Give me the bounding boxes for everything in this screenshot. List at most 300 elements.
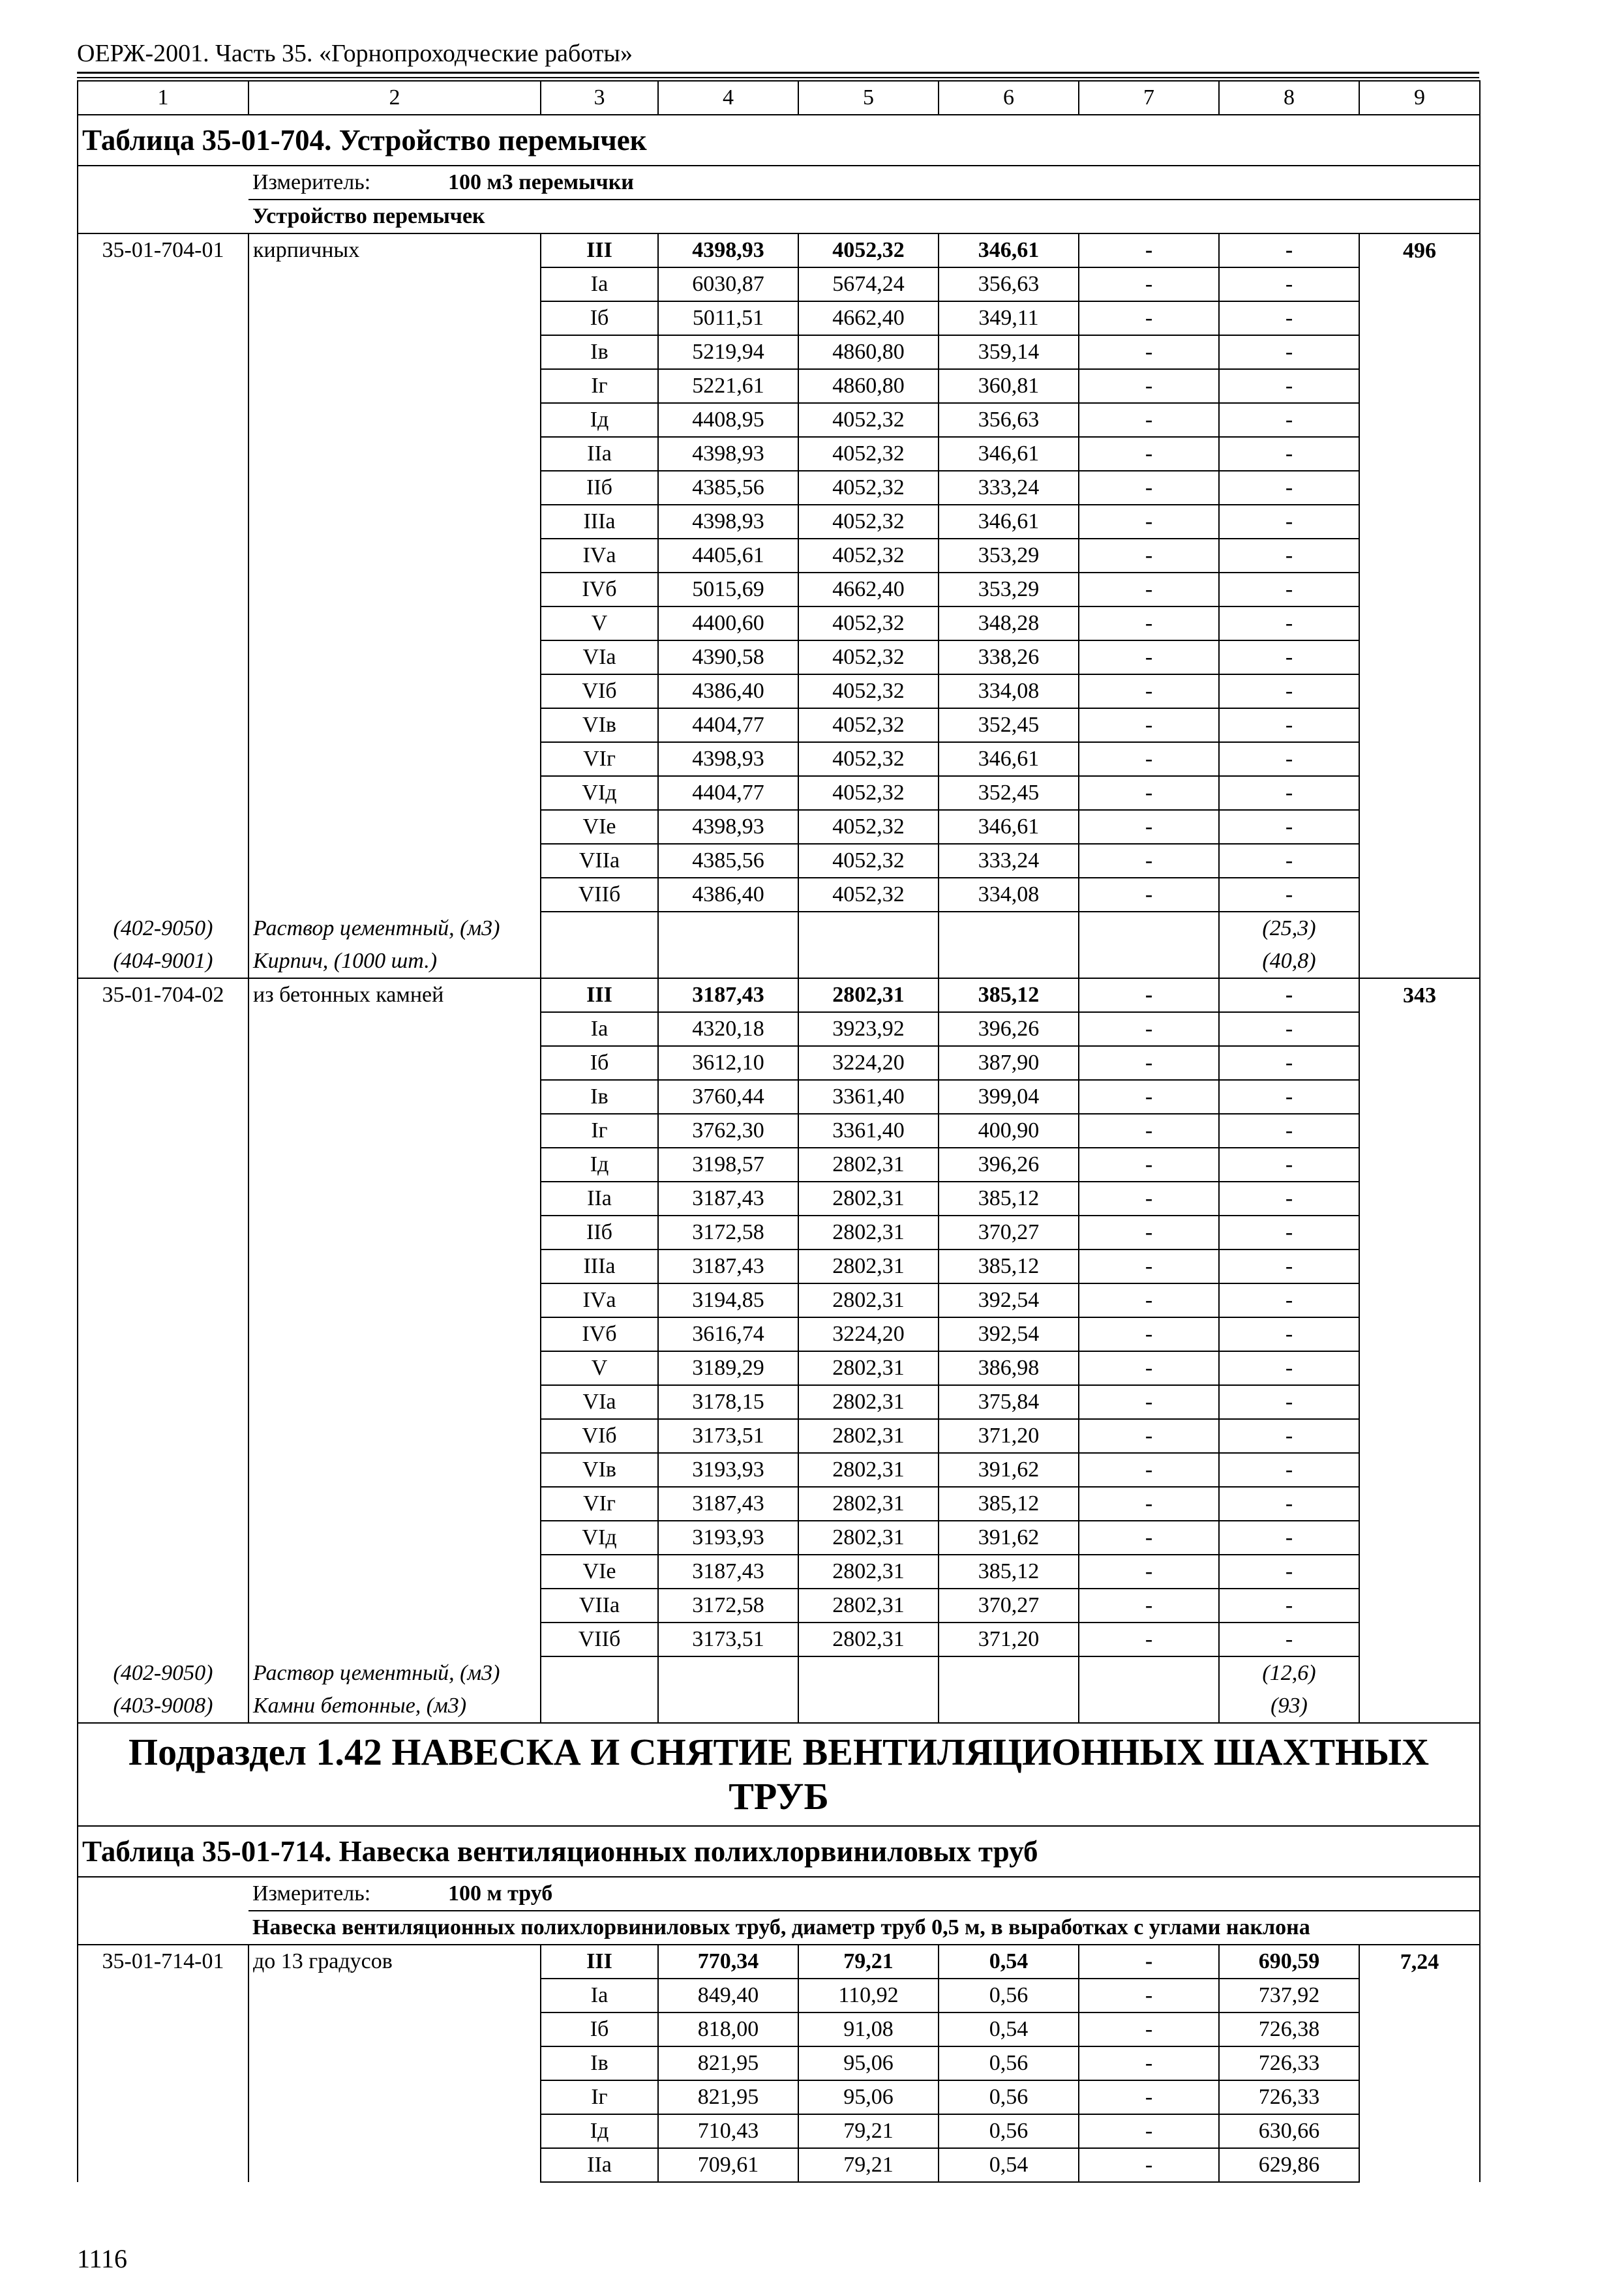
cell-col6: 391,62 [939,1521,1079,1555]
cell-col8: - [1219,1487,1359,1521]
cell-col3: VIа [541,640,658,674]
cell-col8: - [1219,403,1359,437]
cell-col5: 2802,31 [798,1487,939,1521]
item-code: 35-01-704-01 [78,233,248,267]
cell-col8: - [1219,674,1359,708]
cell-col5: 4052,32 [798,471,939,505]
cell-col5: 2802,31 [798,1453,939,1487]
cell-col6: 0,56 [939,2080,1079,2114]
cell-col4: 5011,51 [658,301,798,335]
table-row [78,471,1480,505]
cell-col4: 3187,43 [658,1487,798,1521]
cell-col3: VIб [541,1419,658,1453]
cell-col5: 4052,32 [798,708,939,742]
cell-col4: 4398,93 [658,742,798,776]
cell-col3: IIб [541,471,658,505]
cell-col7: - [1079,1945,1219,1979]
cell-col7: - [1079,1283,1219,1317]
table-row [78,335,1480,369]
table-row [78,674,1480,708]
cell-col5: 2802,31 [798,1555,939,1589]
cell-col4: 4404,77 [658,776,798,810]
cell-col3: Iв [541,335,658,369]
cell-col8: - [1219,1114,1359,1148]
cell-col7: - [1079,1589,1219,1623]
cell-col4: 4400,60 [658,606,798,640]
cell-col4: 5219,94 [658,335,798,369]
cell-col6: 0,56 [939,1979,1079,2012]
table-row [78,1249,1480,1283]
cell-col6: 346,61 [939,233,1079,267]
cell-col3: V [541,606,658,640]
table-row [78,878,1480,912]
cell-col5: 2802,31 [798,1623,939,1656]
cell-col8: - [1219,1453,1359,1487]
cell-col4: 3178,15 [658,1385,798,1419]
cell-col7: - [1079,640,1219,674]
cell-col3: III [541,1945,658,1979]
cell-col6: 375,84 [939,1385,1079,1419]
cell-col5: 4052,32 [798,437,939,471]
cell-col7: - [1079,1385,1219,1419]
cell-col4: 3193,93 [658,1453,798,1487]
cell-col3: VIIа [541,844,658,878]
cell-col3: IVб [541,1317,658,1351]
column-number: 5 [798,81,939,115]
cell-col3: Iг [541,2080,658,2114]
cell-col8: - [1219,1012,1359,1046]
cell-col5: 2802,31 [798,1148,939,1182]
cell-col5: 4052,32 [798,233,939,267]
cell-col3: Iа [541,1012,658,1046]
cell-col6: 391,62 [939,1453,1079,1487]
cell-col4: 4390,58 [658,640,798,674]
cell-col6: 0,54 [939,2012,1079,2046]
cell-col7: - [1079,2046,1219,2080]
cell-col3: III [541,978,658,1012]
cell-col8: - [1219,1419,1359,1453]
cell-col7: - [1079,301,1219,335]
cell-col4: 3194,85 [658,1283,798,1317]
cell-col8: - [1219,471,1359,505]
cell-col5: 4052,32 [798,539,939,573]
table-title: Таблица 35-01-704. Устройство перемычек [78,115,1480,166]
cell-col8: - [1219,1216,1359,1249]
cell-col5: 4052,32 [798,776,939,810]
cell-col5: 4052,32 [798,844,939,878]
cell-col5: 4052,32 [798,505,939,539]
table-row [78,1080,1480,1114]
table-row [78,267,1480,301]
cell-col8: - [1219,1385,1359,1419]
cell-col7: - [1079,1487,1219,1521]
cell-col5: 4052,32 [798,742,939,776]
cell-col8: - [1219,878,1359,912]
cell-col6: 392,54 [939,1317,1079,1351]
cell-col4: 4398,93 [658,437,798,471]
cell-col5: 4860,80 [798,335,939,369]
cell-col5: 91,08 [798,2012,939,2046]
cell-col3: IIб [541,1216,658,1249]
cell-col5: 2802,31 [798,1249,939,1283]
cell-col4: 3187,43 [658,1182,798,1216]
cell-col7: - [1079,2148,1219,2182]
column-number: 7 [1079,81,1219,115]
cell-col3: VIб [541,674,658,708]
cell-col8: - [1219,606,1359,640]
resource-name: Камни бетонные, (м3) [248,1690,541,1723]
cell-col7: - [1079,1148,1219,1182]
cell-col6: 0,56 [939,2114,1079,2148]
cell-col8: - [1219,776,1359,810]
cell-col8: - [1219,1249,1359,1283]
cell-col7: - [1079,844,1219,878]
cell-col7: - [1079,776,1219,810]
header-title: ОЕРЖ-2001. Часть 35. «Горнопроходческие работы» [77,40,633,67]
table-row [78,301,1480,335]
cell-col6: 352,45 [939,776,1079,810]
table-row [78,640,1480,674]
cell-col4: 709,61 [658,2148,798,2182]
table-row [78,810,1480,844]
table-title: Таблица 35-01-714. Навеска вентиляционных полихлорвиниловых труб [78,1826,1480,1877]
cell-col5: 79,21 [798,2148,939,2182]
cell-col5: 4052,32 [798,606,939,640]
section-heading: Устройство перемычек [248,200,1480,233]
cell-col8: - [1219,1317,1359,1351]
cell-col4: 3173,51 [658,1419,798,1453]
resource-row [78,912,1480,945]
cell-col7: - [1079,1555,1219,1589]
cell-col4: 710,43 [658,2114,798,2148]
table-row [78,1589,1480,1623]
resource-row [78,1656,1480,1690]
cell-col4: 849,40 [658,1979,798,2012]
table-row [78,573,1480,606]
cell-col7: - [1079,1012,1219,1046]
cell-col3: VIе [541,810,658,844]
cell-col6: 385,12 [939,1555,1079,1589]
cell-col3: VIIа [541,1589,658,1623]
table-row [78,1555,1480,1589]
cell-col3: Iа [541,267,658,301]
cell-col7: - [1079,267,1219,301]
cell-col5: 4052,32 [798,674,939,708]
cell-col8: - [1219,267,1359,301]
cell-col6: 385,12 [939,978,1079,1012]
item-name: из бетонных камней [248,978,541,1012]
cell-col6: 352,45 [939,708,1079,742]
cell-col6: 333,24 [939,471,1079,505]
cell-col6: 346,61 [939,505,1079,539]
table-row [78,1046,1480,1080]
cell-col8: - [1219,810,1359,844]
cell-col7: - [1079,1317,1219,1351]
table-row [78,844,1480,878]
cell-col3: Iд [541,1148,658,1182]
cell-col8: 630,66 [1219,2114,1359,2148]
subsection-row [78,1723,1480,1826]
column-number-row [78,81,1480,115]
cell-col8: - [1219,1148,1359,1182]
column-number: 4 [658,81,798,115]
table-row [78,1623,1480,1656]
cell-col4: 821,95 [658,2080,798,2114]
cell-col8: - [1219,1080,1359,1114]
cell-col3: VIг [541,742,658,776]
cell-col4: 4408,95 [658,403,798,437]
cell-col7: - [1079,2012,1219,2046]
table-row [78,1487,1480,1521]
cell-col6: 385,12 [939,1182,1079,1216]
table-row [78,2046,1480,2080]
cell-col3: VIг [541,1487,658,1521]
cell-col5: 2802,31 [798,1385,939,1419]
cell-col5: 2802,31 [798,1216,939,1249]
cell-col4: 4385,56 [658,471,798,505]
cell-col4: 6030,87 [658,267,798,301]
cell-col7: - [1079,606,1219,640]
cell-col6: 396,26 [939,1148,1079,1182]
cell-col3: Iб [541,1046,658,1080]
table-row [78,505,1480,539]
measure [248,1877,1480,1911]
resource-value: (40,8) [1219,945,1359,978]
table-row [78,233,1480,267]
item-col9: 343 [1359,978,1480,1012]
cell-col6: 392,54 [939,1283,1079,1317]
cell-col4: 4398,93 [658,810,798,844]
resource-value: (12,6) [1219,1656,1359,1690]
section-heading-row [78,1911,1480,1945]
cell-col4: 3760,44 [658,1080,798,1114]
cell-col8: 726,33 [1219,2080,1359,2114]
resource-name: Кирпич, (1000 шт.) [248,945,541,978]
cell-col6: 371,20 [939,1623,1079,1656]
cell-col8: - [1219,708,1359,742]
cell-col7: - [1079,1419,1219,1453]
table-row [78,708,1480,742]
cell-col6: 385,12 [939,1487,1079,1521]
cell-col5: 2802,31 [798,1521,939,1555]
cell-col7: - [1079,1216,1219,1249]
cell-col5: 2802,31 [798,1351,939,1385]
cell-col8: - [1219,1283,1359,1317]
cell-col6: 346,61 [939,437,1079,471]
cell-col7: - [1079,1453,1219,1487]
table-row [78,437,1480,471]
cell-col5: 3224,20 [798,1046,939,1080]
cell-col5: 4860,80 [798,369,939,403]
column-number: 1 [78,81,248,115]
cell-col3: VIв [541,1453,658,1487]
header-rule-thin [77,77,1479,78]
table-row [78,1945,1480,1979]
resource-code: (404-9001) [78,945,248,978]
table-row [78,1148,1480,1182]
cell-col8: 726,33 [1219,2046,1359,2080]
cell-col8: - [1219,301,1359,335]
measure-label: Измеритель: [252,170,371,194]
cell-col4: 3193,93 [658,1521,798,1555]
section-heading-row [78,200,1480,233]
cell-col6: 356,63 [939,267,1079,301]
cell-col4: 3187,43 [658,1555,798,1589]
cell-col3: Iд [541,403,658,437]
cell-col8: - [1219,573,1359,606]
price-table [77,80,1481,2183]
cell-col7: - [1079,1114,1219,1148]
cell-col4: 3173,51 [658,1623,798,1656]
cell-col4: 3616,74 [658,1317,798,1351]
column-number: 3 [541,81,658,115]
cell-col5: 4052,32 [798,810,939,844]
cell-col5: 4662,40 [798,301,939,335]
cell-col3: Iб [541,2012,658,2046]
cell-col8: - [1219,742,1359,776]
measure-value: 100 м3 перемычки [448,170,634,194]
table-row [78,2012,1480,2046]
resource-code: (402-9050) [78,912,248,945]
cell-col6: 396,26 [939,1012,1079,1046]
column-number: 6 [939,81,1079,115]
cell-col3: VIа [541,1385,658,1419]
cell-col7: - [1079,335,1219,369]
cell-col4: 3762,30 [658,1114,798,1148]
cell-col5: 79,21 [798,2114,939,2148]
cell-col6: 385,12 [939,1249,1079,1283]
cell-col3: Iв [541,1080,658,1114]
cell-col5: 4052,32 [798,403,939,437]
cell-col6: 334,08 [939,674,1079,708]
cell-col6: 370,27 [939,1216,1079,1249]
cell-col6: 0,54 [939,2148,1079,2182]
cell-col8: - [1219,505,1359,539]
header-rule [77,72,1479,74]
resource-code: (403-9008) [78,1690,248,1723]
cell-col3: IIIа [541,1249,658,1283]
cell-col5: 110,92 [798,1979,939,2012]
cell-col5: 3361,40 [798,1080,939,1114]
cell-col6: 371,20 [939,1419,1079,1453]
cell-col6: 387,90 [939,1046,1079,1080]
column-number: 8 [1219,81,1359,115]
cell-col8: 690,59 [1219,1945,1359,1979]
cell-col3: Iг [541,1114,658,1148]
cell-col3: IVб [541,573,658,606]
table-row [78,2114,1480,2148]
cell-col4: 5221,61 [658,369,798,403]
cell-col3: VIIб [541,1623,658,1656]
cell-col7: - [1079,539,1219,573]
cell-col5: 2802,31 [798,978,939,1012]
cell-col6: 360,81 [939,369,1079,403]
resource-row [78,1690,1480,1723]
cell-col6: 333,24 [939,844,1079,878]
table-row [78,978,1480,1012]
cell-col6: 334,08 [939,878,1079,912]
cell-col4: 3612,10 [658,1046,798,1080]
cell-col8: - [1219,1046,1359,1080]
cell-col7: - [1079,573,1219,606]
cell-col6: 370,27 [939,1589,1079,1623]
table-title-row [78,1826,1480,1877]
resource-row [78,945,1480,978]
cell-col3: IVа [541,1283,658,1317]
table-row [78,1351,1480,1385]
cell-col3: Iд [541,2114,658,2148]
cell-col6: 386,98 [939,1351,1079,1385]
cell-col3: III [541,233,658,267]
cell-col4: 4386,40 [658,878,798,912]
cell-col7: - [1079,1249,1219,1283]
cell-col3: VIд [541,776,658,810]
measure-row [78,1877,1480,1911]
cell-col4: 3187,43 [658,1249,798,1283]
cell-col8: - [1219,335,1359,369]
cell-col3: IIIа [541,505,658,539]
cell-col4: 821,95 [658,2046,798,2080]
cell-col7: - [1079,1979,1219,2012]
table-row [78,2080,1480,2114]
cell-col3: IIа [541,1182,658,1216]
table-title-row [78,115,1480,166]
table-row [78,606,1480,640]
cell-col5: 3224,20 [798,1317,939,1351]
item-name: кирпичных [248,233,541,267]
cell-col7: - [1079,674,1219,708]
cell-col3: V [541,1351,658,1385]
cell-col8: 737,92 [1219,1979,1359,2012]
cell-col7: - [1079,878,1219,912]
cell-col5: 3923,92 [798,1012,939,1046]
resource-code: (402-9050) [78,1656,248,1690]
cell-col5: 2802,31 [798,1419,939,1453]
table-row [78,1385,1480,1419]
item-name: до 13 градусов [248,1945,541,1979]
measure-value: 100 м труб [448,1881,553,1906]
cell-col7: - [1079,1521,1219,1555]
cell-col5: 4052,32 [798,640,939,674]
cell-col6: 353,29 [939,539,1079,573]
cell-col6: 349,11 [939,301,1079,335]
cell-col5: 5674,24 [798,267,939,301]
cell-col3: Iб [541,301,658,335]
cell-col8: - [1219,233,1359,267]
column-number: 2 [248,81,541,115]
cell-col4: 4385,56 [658,844,798,878]
cell-col7: - [1079,1351,1219,1385]
cell-col5: 3361,40 [798,1114,939,1148]
cell-col4: 3172,58 [658,1589,798,1623]
table-row [78,1317,1480,1351]
cell-col6: 346,61 [939,810,1079,844]
cell-col4: 3187,43 [658,978,798,1012]
cell-col3: VIд [541,1521,658,1555]
cell-col5: 2802,31 [798,1283,939,1317]
cell-col6: 356,63 [939,403,1079,437]
cell-col8: - [1219,1351,1359,1385]
table-row [78,403,1480,437]
table-row [78,1012,1480,1046]
cell-col7: - [1079,369,1219,403]
cell-col3: Iа [541,1979,658,2012]
item-col9: 7,24 [1359,1945,1480,1979]
cell-col4: 4320,18 [658,1012,798,1046]
cell-col7: - [1079,505,1219,539]
subsection-title: Подраздел 1.42 НАВЕСКА И СНЯТИЕ ВЕНТИЛЯЦИОННЫХ ШАХТНЫХ ТРУБ [78,1723,1480,1826]
cell-col4: 3198,57 [658,1148,798,1182]
